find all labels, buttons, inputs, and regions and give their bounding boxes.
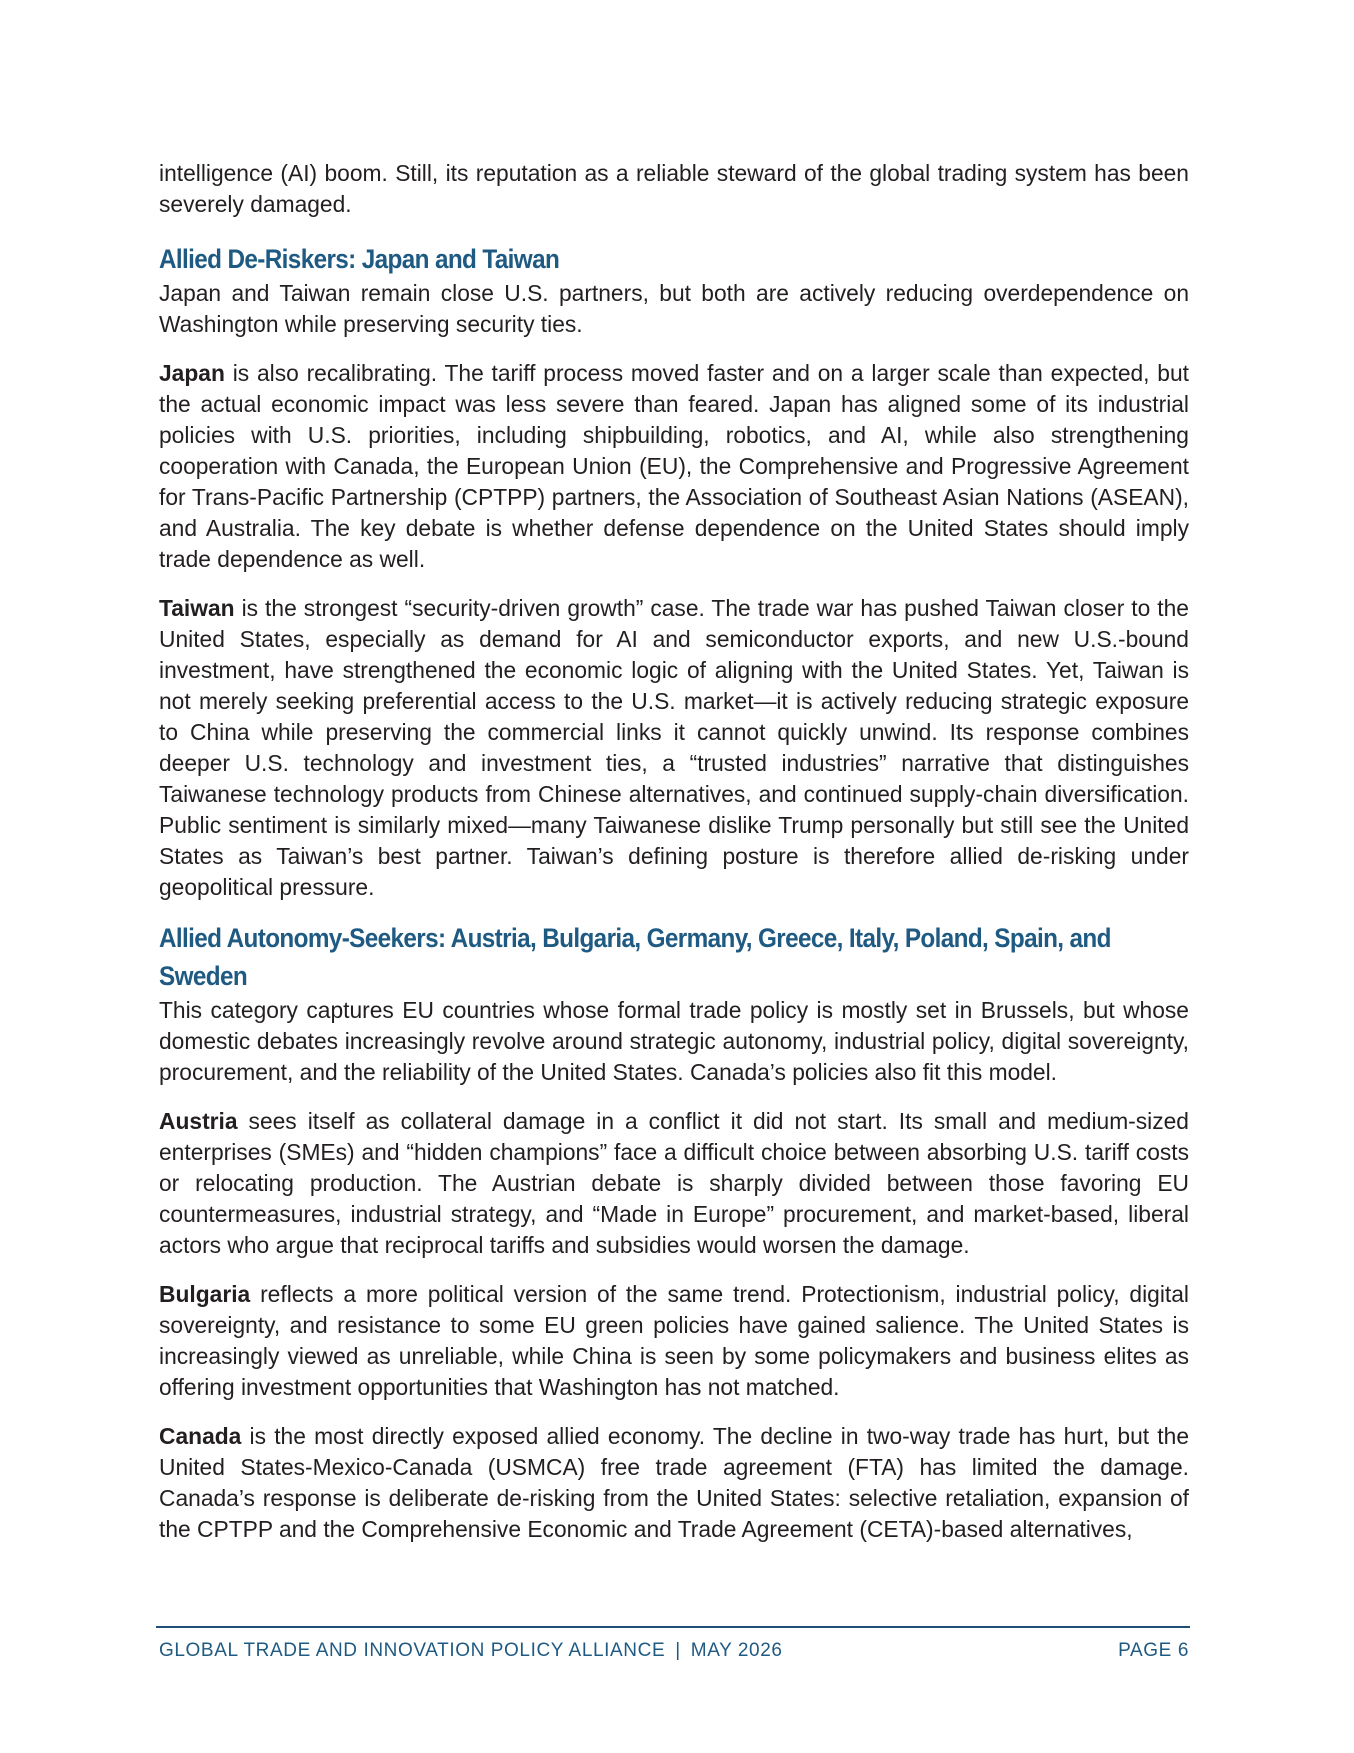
austria-text: sees itself as collateral damage in a conflict it did not start. Its small and medium-sized enterprises (SMEs) and “hidden champions” face a difficult choice between absorbing U.S. tariff costs or relocating production. The Austrian debate is sharply divided between those favoring EU countermeasures, industrial strategy, and “Made in Europe” procurement, and market-based, liberal actors who argue that reciprocal tariffs and subsidies would worsen the damage. xyxy=(159,1108,1189,1258)
country-name-taiwan: Taiwan xyxy=(159,595,235,621)
country-name-bulgaria: Bulgaria xyxy=(159,1281,251,1307)
country-name-japan: Japan xyxy=(159,360,225,386)
footer-separator: | xyxy=(675,1640,681,1661)
canada-paragraph xyxy=(159,1421,1189,1545)
austria-paragraph xyxy=(159,1106,1189,1261)
taiwan-paragraph xyxy=(159,593,1189,903)
page-body xyxy=(159,158,1189,1545)
section-heading-allied-autonomy-seekers: Allied Autonomy-Seekers: Austria, Bulgaria, Germany, Greece, Italy, Poland, Spain, and Sweden xyxy=(159,923,1111,991)
bulgaria-paragraph xyxy=(159,1279,1189,1403)
footer-org-date xyxy=(159,1640,783,1662)
section-heading-allied-de-riskers: Allied De-Riskers: Japan and Taiwan xyxy=(159,244,560,274)
bulgaria-text: reflects a more political version of the same trend. Protectionism, industrial policy, digital sovereignty, and resistance to some EU green policies have gained salience. The United States is increasingly viewed as unreliable, while China is seen by some policymakers and business elites as offering investment opportunities that Washington has not matched. xyxy=(159,1281,1189,1400)
country-name-austria: Austria xyxy=(159,1108,238,1134)
footer-org-name: GLOBAL TRADE AND INNOVATION POLICY ALLIANCE xyxy=(159,1640,666,1661)
canada-text: is the most directly exposed allied economy. The decline in two-way trade has hurt, but the United States-Mexico-Canada (USMCA) free trade agreement (FTA) has limited the damage. Canada’s response is deliberate de-risking from the United States: selective retaliation, expansion of the CPTPP and the Comprehensive Economic and Trade Agreement (CETA)-based alternatives, xyxy=(159,1423,1189,1542)
intro-paragraph: intelligence (AI) boom. Still, its reputation as a reliable steward of the global trading system has been severely damaged. xyxy=(159,160,1189,217)
country-name-canada: Canada xyxy=(159,1423,242,1449)
footer-date: MAY 2026 xyxy=(690,1640,783,1661)
japan-paragraph xyxy=(159,358,1189,575)
footer-page-number: PAGE 6 xyxy=(1118,1640,1189,1661)
footer-divider xyxy=(156,1626,1190,1628)
taiwan-text: is the strongest “security-driven growth” case. The trade war has pushed Taiwan closer to the United States, especially as demand for AI and semiconductor exports, and new U.S.-bound investment, have strengthened the economic logic of aligning with the United States. Yet, Taiwan is not merely seeking preferential access to the U.S. market—it is actively reducing strategic exposure to China while preserving the commercial links it cannot quickly unwind. Its response combines deeper U.S. technology and investment ties, a “trusted industries” narrative that distinguishes Taiwanese technology products from Chinese alternatives, and continued supply-chain diversification. Public sentiment is similarly mixed—many Taiwanese dislike Trump personally but still see the United States as Taiwan’s best partner. Taiwan’s defining posture is therefore allied de-risking under geopolitical pressure. xyxy=(159,595,1189,900)
section-lead-paragraph-2: This category captures EU countries whose formal trade policy is mostly set in Brussels, but whose domestic debates increasingly revolve around strategic autonomy, industrial policy, digital sovereignty, procurement, and the reliability of the United States. Canada’s policies also fit this model. xyxy=(159,997,1189,1085)
section-lead-paragraph: Japan and Taiwan remain close U.S. partners, but both are actively reducing overdependence on Washington while preserving security ties. xyxy=(159,280,1189,337)
japan-text: is also recalibrating. The tariff process moved faster and on a larger scale than expected, but the actual economic impact was less severe than feared. Japan has aligned some of its industrial policies with U.S. priorities, including shipbuilding, robotics, and AI, while also strengthening cooperation with Canada, the European Union (EU), the Comprehensive and Progressive Agreement for Trans-Pacific Partnership (CPTPP) partners, the Association of Southeast Asian Nations (ASEAN), and Australia. The key debate is whether defense dependence on the United States should imply trade dependence as well. xyxy=(159,360,1189,572)
